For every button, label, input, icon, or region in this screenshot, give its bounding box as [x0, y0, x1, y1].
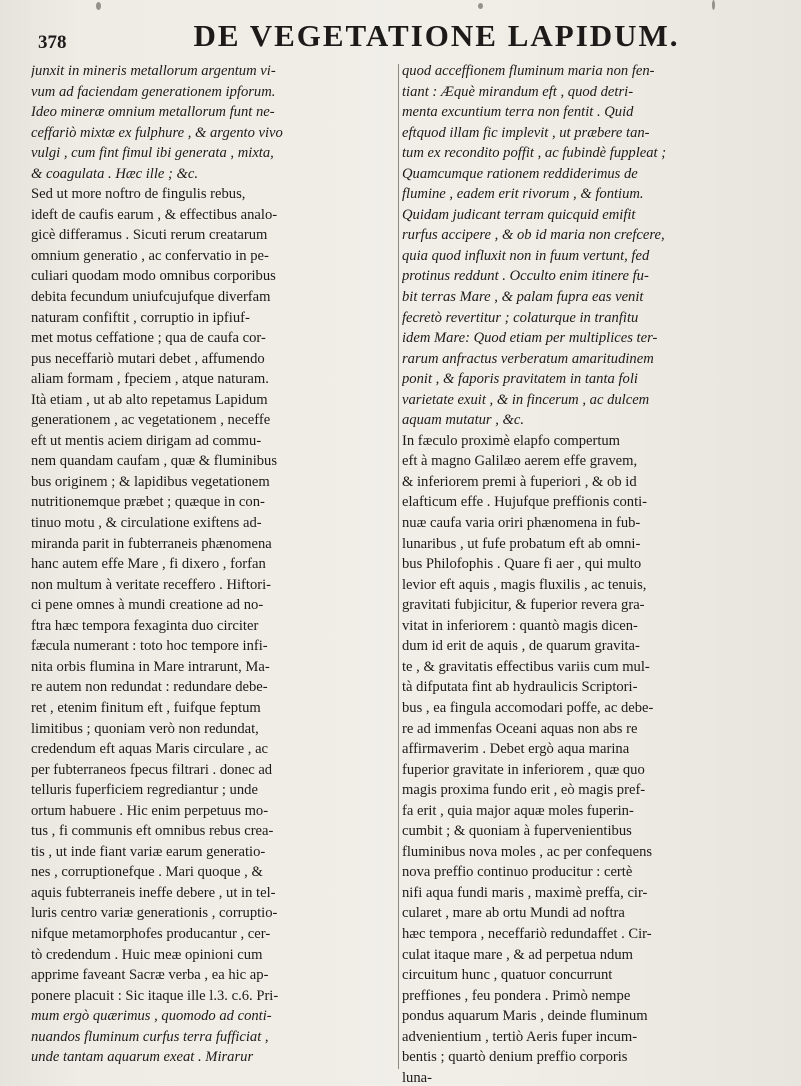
right-column-line: bus Philofophis . Quare fi aer , qui multo	[402, 556, 642, 573]
right-column-line: idem Mare: Quod etiam per multiplices ter-	[402, 330, 658, 347]
right-column-line: ponit , & faporis pravitatem in tanta foli	[402, 371, 638, 388]
left-column-line: met motus ceffatione ; qua de caufa cor-	[31, 330, 266, 347]
right-column-line: nuæ caufa varia oriri phænomena in fub-	[402, 515, 641, 532]
left-column-line: per fubterraneos fpecus filtrari . donec ad	[31, 761, 273, 778]
right-column-line: preffiones , feu pondera . Primò nempe	[402, 987, 631, 1004]
left-column-line: Ità etiam , ut ab alto repetamus Lapidum	[31, 391, 268, 408]
right-column-line: & inferiorem premi à fuperiori , & ob id	[402, 473, 637, 490]
right-column-line: flumine , eadem erit rivorum , & fontium.	[402, 186, 644, 203]
left-column-line: gicè differamus . Sicuti rerum creatarum	[31, 227, 268, 244]
left-column-line: mum ergò quærimus , quomodo ad conti-	[31, 1008, 272, 1025]
right-column-line: rurfus accipere , & ob id maria non crefcere,	[402, 227, 665, 244]
page-header	[30, 14, 765, 54]
left-column-line: tò credendum . Huic meæ opinioni cum	[31, 946, 263, 963]
left-column-line: credendum eft aquas Maris circulare , ac	[31, 741, 269, 758]
right-column-line: advenientium , tertiò Aeris fuper incum-	[402, 1028, 638, 1045]
right-column-line: affirmaverim . Debet ergò aqua marina	[402, 741, 630, 758]
left-column-line: ret , etenim finitum eft , fuifque feptum	[31, 699, 261, 716]
right-column-line: tiant : Æquè mirandum eft , quod detri-	[402, 83, 634, 100]
right-column-line: protinus reddunt . Occulto enim itinere fu-	[402, 268, 649, 285]
right-column-line: te , & gravitatis effectibus variis cum mul-	[402, 658, 650, 675]
left-column-line: & coagulata . Hæc ille ; &c.	[31, 165, 198, 182]
right-column-line: fuperior gravitate in inferiorem , quæ quo	[402, 761, 645, 778]
right-column-line: bus , ea fingula accomodari poffe, ac debe-	[402, 699, 654, 716]
right-column-line: nifi aqua fundi maris , maximè preffa, cir-	[402, 884, 648, 901]
left-column-line: nutritionemque præbet ; quæque in con-	[31, 494, 265, 511]
left-column-line: generationem , ac vegetationem , neceffe	[31, 412, 271, 429]
left-column-line: junxit in mineris metallorum argentum vi-	[31, 63, 276, 79]
right-column-line: luna-	[402, 1069, 432, 1086]
left-column-line: tinuo motu , & circulatione exiftens ad-	[31, 515, 262, 532]
right-column-line: circuitum hunc , quatuor concurrunt	[402, 967, 613, 984]
left-column-line: nuandos fluminum curfus terra fufficiat ,	[31, 1028, 269, 1045]
left-column-line: culiari quodam modo omnibus corporibus	[31, 268, 276, 285]
left-column-line: tis , ut inde fiant variæ earum generatio-	[31, 843, 266, 860]
page-number: 378	[38, 32, 67, 53]
right-column-line: eftquod illam fic implevit , ut præbere tan-	[402, 124, 650, 141]
left-column-line: hanc autem effe Mare , fi dixero , forfan	[31, 556, 266, 573]
right-column-line: Quidam judicant terram quicquid emifit	[402, 206, 636, 223]
left-column-line: pus neceffariò mutari debet , affumendo	[31, 350, 265, 367]
left-column-line: naturam confiftit , corruptio in ipfiuf-	[31, 309, 250, 326]
right-column-line: magis proxima fundo erit , eò magis pref-	[402, 782, 646, 799]
left-column-line: nes , corruptionefque . Mari quoque , &	[31, 864, 263, 881]
left-column-line: limitibus ; quoniam verò non redundat,	[31, 720, 259, 737]
right-column-line: tà difputata fint ab hydraulicis Scriptori-	[402, 679, 638, 696]
left-column-line: fæcula numerant : toto hoc tempore infi-	[31, 638, 268, 655]
left-column-line: re autem non redundat : redundare debe-	[31, 679, 268, 696]
right-column-line: aquam mutatur , &c.	[402, 412, 525, 429]
left-column-line: unde tantam aquarum exeat . Mirarur	[31, 1049, 254, 1066]
column-divider	[398, 64, 399, 1069]
left-column-line: nem quandam caufam , quæ & fluminibus	[31, 453, 278, 470]
left-column-line: eft ut mentis aciem dirigam ad commu-	[31, 432, 262, 449]
right-column-line: eft à magno Galilæo aerem effe gravem,	[402, 453, 638, 470]
right-column-line: fluminibus nova moles , ac per confequens	[402, 843, 653, 860]
left-column-line: tus , fi communis eft omnibus rebus crea-	[31, 823, 274, 840]
left-column-line: aliam formam , fpeciem , atque naturam.	[31, 371, 269, 388]
right-column-line: In fæculo proximè elapfo compertum	[402, 432, 621, 449]
right-column-line: cumbit ; & quoniam à fupervenientibus	[402, 823, 632, 840]
left-column-line: ponere placuit : Sic itaque ille l.3. c.6. Pri-	[31, 987, 279, 1004]
left-column-line: nifque metamorphofes producantur , cer-	[31, 925, 271, 942]
left-column-line: Sed ut more noftro de fingulis rebus,	[31, 186, 246, 203]
right-column-line: elafticum effe . Hujufque preffionis conti-	[402, 494, 648, 511]
ink-blemish	[96, 2, 101, 10]
left-column-line: ideft de caufis earum , & effectibus analo-	[31, 206, 278, 223]
left-column-line: Ideo mineræ omnium metallorum funt ne-	[31, 104, 275, 121]
right-column-line: gravitati fubjicitur, & fuperior revera gra-	[402, 597, 645, 614]
left-column-line: nita orbis flumina in Mare intrarunt, Ma-	[31, 658, 270, 675]
left-column-line: non multum à veritate receffero . Hiftori-	[31, 576, 272, 593]
left-column-line: vulgi , cum fint fimul ibi generata , mixta,	[31, 145, 274, 162]
left-column-line: ceffariò mixtæ ex fulphure , & argento vivo	[31, 124, 283, 141]
left-column-line: bus originem ; & lapidibus vegetationem	[31, 473, 270, 490]
right-column-line: rarum anfractus verberatum amaritudinem	[402, 350, 654, 367]
left-column	[31, 61, 394, 1068]
right-column-line: varietate exuit , & in fincerum , ac dulcem	[402, 391, 650, 408]
left-column-line: ci pene omnes à mundi creatione ad no-	[31, 597, 264, 614]
right-column-line: bentis ; quartò denium preffio corporis	[402, 1049, 628, 1066]
right-column-line: menta excuntium terra non fentit . Quid	[402, 104, 634, 121]
right-column-line: cularet , mare ab ortu Mundi ad noftra	[402, 905, 625, 922]
left-column-line: debita fecundum uniufcujufque diverfam	[31, 289, 271, 306]
left-column-line: aquis fubterraneis ineffe debere , ut in tel-	[31, 884, 276, 901]
left-column-line: ftra hæc tempora fexaginta duo circiter	[31, 617, 259, 634]
ink-blemish	[478, 3, 483, 9]
right-column-line: fecretò revertitur ; colaturque in tranfitu	[402, 309, 639, 326]
right-column-line: pondus aquarum Maris , deinde fluminum	[402, 1008, 648, 1025]
left-column-line: apprime faveant Sacræ verba , ea hic ap-	[31, 967, 269, 984]
left-column-line: omnium generatio , ac confervatio in pe-	[31, 247, 269, 264]
right-column-line: dum id erit de aquis , de quarum gravita-	[402, 638, 640, 655]
left-column-line: miranda parit in fubterraneis phænomena	[31, 535, 272, 552]
right-column-line: levior eft aquis , magis fluxilis , ac tenuis,	[402, 576, 647, 593]
right-column-line: nova preffio continuo producitur : certè	[402, 864, 633, 881]
right-column-line: bit terras Mare , & palam fupra eas venit	[402, 289, 644, 306]
right-column-line: quod acceffionem fluminum maria non fen-	[402, 63, 655, 79]
right-column-line: tum ex recondito poffit , ac fubindè fuppleat ;	[402, 145, 667, 162]
right-column-line: lunaribus , ut fufe probatum eft ab omni-	[402, 535, 641, 552]
right-column-line: Quamcumque rationem reddiderimus de	[402, 165, 638, 182]
left-column-line: vum ad faciendam generationem ipforum.	[31, 83, 276, 100]
right-column-line: fa erit , quia major aquæ moles fuperin-	[402, 802, 634, 819]
ink-blemish	[712, 0, 715, 10]
right-column-line: culat itaque mare , & ad perpetua ndum	[402, 946, 633, 963]
running-head: DE VEGETATIONE LAPIDUM.	[193, 18, 680, 53]
right-column-line: re ad immenfas Oceani aquas non abs re	[402, 720, 638, 737]
left-column-line: ortum habuere . Hic enim perpetuus mo-	[31, 802, 269, 819]
left-column-line: luris centro variæ generationis , corruptio-	[31, 905, 278, 922]
right-column-line: quia quod influxit non in fuum vertunt, fed	[402, 247, 650, 264]
right-column-line: hæc tempora , neceffariò redundaffet . Cir-	[402, 925, 652, 942]
right-column	[402, 61, 770, 1086]
right-column-line: vitat in inferiorem : quantò magis dicen-	[402, 617, 638, 634]
left-column-line: telluris fuperficiem regrediantur ; unde	[31, 782, 258, 799]
